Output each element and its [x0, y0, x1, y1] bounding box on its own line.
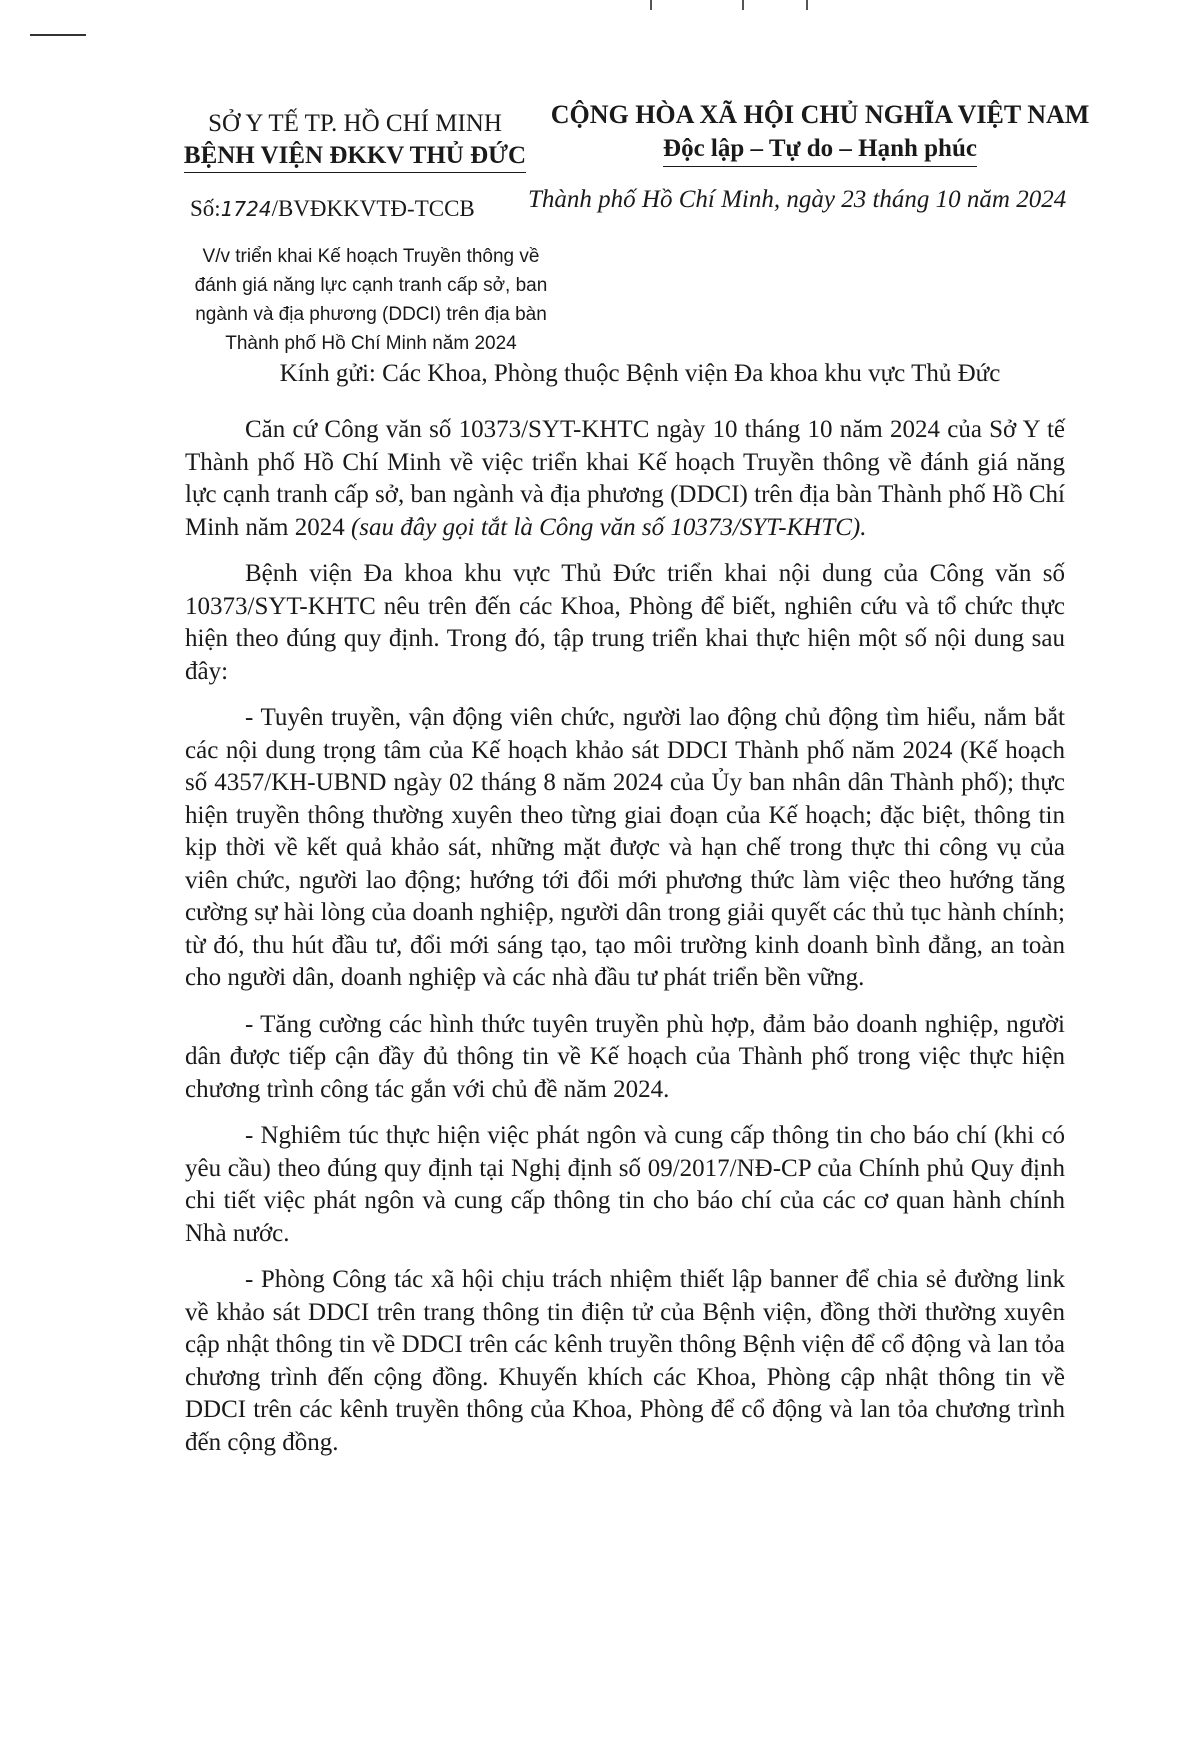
- scan-mark: [650, 0, 652, 10]
- date-before: Thành phố Hồ Chí Minh, ngày: [528, 186, 835, 213]
- paragraph-basis: [185, 414, 1065, 544]
- task-item: - Tuyên truyền, vận động viên chức, người lao động chủ động tìm hiểu, nắm bắt các nội dung trọng tâm của Kế hoạch khảo sát DDCI Thành phố năm 2024 (Kế hoạch số 4357/KH-UBND ngày 02 tháng 8 năm 2024 của Ủy ban nhân dân Thành phố); thực hiện truyền thông thường xuyên theo từng giai đoạn của Kế hoạch; đặc biệt, thông tin kịp thời về kết quả khảo sát, những mặt được và hạn chế trong thực thi công vụ của viên chức, người lao động; hướng tới đổi mới phương thức làm việc theo hướng tăng cường sự hài lòng của doanh nghiệp, người dân trong giải quyết các thủ tục hành chính; từ đó, thu hút đầu tư, đổi mới sáng tạo, tạo môi trường kinh doanh bình đẳng, an toàn cho người dân, doanh nghiệp và các nhà đầu tư phát triển bền vững.: [185, 704, 1065, 991]
- date-after: tháng 10 năm 2024: [872, 186, 1067, 213]
- place-date: [528, 186, 1108, 214]
- paragraph-basis-abbrev: (sau đây gọi tắt là Công văn số 10373/SYT-KHTC).: [350, 513, 867, 541]
- handwritten-number: 1724: [220, 197, 272, 221]
- number-suffix: /BVĐKKVTĐ-TCCB: [271, 196, 475, 221]
- paragraph-basis-text: Căn cứ Công văn số 10373/SYT-KHTC ngày 10 tháng 10 năm 2024 của Sở Y tế Thành phố Hồ Chí Minh về việc triển khai Kế hoạch Truyền thông về đánh giá năng lực cạnh tranh cấp sở, ban ngành và địa phương (DDCI) trên địa bàn Thành phố Hồ Chí Minh năm 2024: [185, 416, 1065, 541]
- national-motto: Độc lập – Tự do – Hạnh phúc: [663, 132, 977, 167]
- hospital-name: BỆNH VIỆN ĐKKV THỦ ĐỨC: [184, 140, 526, 173]
- scan-mark: [742, 0, 744, 10]
- issuer-header: [170, 108, 540, 173]
- document-number: [190, 196, 475, 222]
- national-header: [540, 98, 1100, 167]
- document-subject: V/v triển khai Kế hoạch Truyền thông về đánh giá năng lực cạnh tranh cấp sở, ban ngành và địa phương (DDCI) trên địa bàn Thành phố Hồ Chí Minh năm 2024: [194, 246, 548, 354]
- paragraph-deployment: Bệnh viện Đa khoa khu vực Thủ Đức triển khai nội dung của Công văn số 10373/SYT-KHTC nêu trên đến các Khoa, Phòng để biết, nghiên cứu và tổ chức thực hiện theo đúng quy định. Trong đó, tập trung triển khai thực hiện một số nội dung sau đây:: [185, 560, 1065, 685]
- nation-name: CỘNG HÒA XÃ HỘI CHỦ NGHĨA VIỆT NAM: [550, 100, 1090, 129]
- task-item: - Nghiêm túc thực hiện việc phát ngôn và cung cấp thông tin cho báo chí (khi có yêu cầu) theo đúng quy định tại Nghị định số 09/2017/NĐ-CP của Chính phủ Quy định chi tiết việc phát ngôn và cung cấp thông tin cho báo chí của các cơ quan hành chính Nhà nước.: [185, 1122, 1065, 1247]
- recipient-line: Kính gửi: Các Khoa, Phòng thuộc Bệnh viện Đa khoa khu vực Thủ Đức: [279, 360, 1001, 387]
- scan-mark: [806, 0, 808, 10]
- task-item: - Tăng cường các hình thức tuyên truyền phù hợp, đảm bảo doanh nghiệp, người dân được tiếp cận đầy đủ thông tin về Kế hoạch của Thành phố trong việc thực hiện chương trình công tác gắn với chủ đề năm 2024.: [185, 1010, 1065, 1103]
- department-name: SỞ Y TẾ TP. HỒ CHÍ MINH: [208, 110, 502, 137]
- handwritten-day: 23: [841, 186, 867, 213]
- scan-mark: [30, 34, 86, 36]
- document-body: [185, 414, 1065, 1473]
- number-prefix: Số:: [190, 196, 221, 221]
- task-item: - Phòng Công tác xã hội chịu trách nhiệm thiết lập banner để chia sẻ đường link về khảo sát DDCI trên trang thông tin điện tử của Bệnh viện, đồng thời thường xuyên cập nhật thông tin về DDCI trên các kênh truyền thông Bệnh viện để cổ động và lan tỏa chương trình đến cộng đồng. Khuyến khích các Khoa, Phòng cập nhật thông tin về DDCI trên các kênh truyền thông của Khoa, Phòng để cổ động và lan tỏa chương trình đến cộng đồng.: [185, 1266, 1065, 1456]
